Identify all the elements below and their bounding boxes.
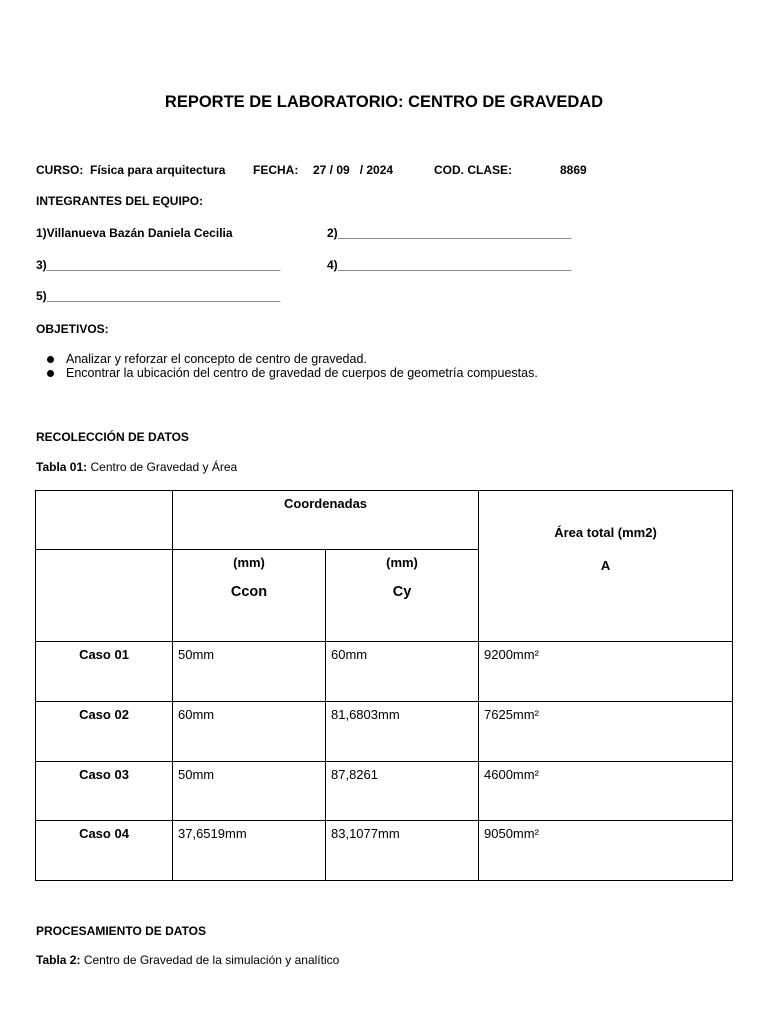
- case-cell: Caso 03: [36, 762, 173, 821]
- objective-item: Encontrar la ubicación del centro de gravedad de cuerpos de geometría compuestas.: [36, 366, 538, 380]
- x-coordinate-header: (mm) Ccon: [173, 550, 326, 642]
- y-value-cell: 60mm: [326, 642, 479, 702]
- table-corner-cell: [36, 491, 173, 550]
- table-row: [36, 642, 733, 702]
- cod-clase-label: COD. CLASE:: [434, 163, 512, 177]
- case-cell: Caso 02: [36, 702, 173, 762]
- team-member-2: 2)___________________________________: [327, 226, 572, 240]
- objective-item: Analizar y reforzar el concepto de centro de gravedad.: [36, 352, 538, 366]
- objectives-heading: OBJETIVOS:: [36, 322, 109, 336]
- collection-heading: RECOLECCIÓN DE DATOS: [36, 430, 189, 444]
- document-title: REPORTE DE LABORATORIO: CENTRO DE GRAVEDAD: [164, 93, 604, 111]
- y-value-cell: 81,6803mm: [326, 702, 479, 762]
- team-member-5: 5)___________________________________: [36, 289, 281, 303]
- y-value-cell: 87,8261: [326, 762, 479, 821]
- table-01-label: Tabla 01:: [36, 460, 88, 474]
- y-coordinate-header: (mm) Cy: [326, 550, 479, 642]
- x-symbol: Ccon: [230, 584, 268, 600]
- area-symbol: A: [600, 558, 611, 573]
- cod-clase-value: 8869: [560, 163, 587, 177]
- team-heading: INTEGRANTES DEL EQUIPO:: [36, 194, 204, 208]
- area-value-cell: 4600mm²: [479, 762, 733, 821]
- area-value-cell: 7625mm²: [479, 702, 733, 762]
- case-cell: Caso 01: [36, 642, 173, 702]
- table-2-title: Centro de Gravedad de la simulación y analítico: [83, 953, 340, 967]
- table-row: [36, 762, 733, 821]
- table-01-title: Centro de Gravedad y Área: [90, 460, 238, 474]
- x-value-cell: 50mm: [173, 642, 326, 702]
- table-01-caption: [36, 460, 237, 474]
- x-value-cell: 37,6519mm: [173, 821, 326, 881]
- table-2-caption: [36, 953, 339, 967]
- y-value-cell: 83,1077mm: [326, 821, 479, 881]
- team-member-1: 1)Villanueva Bazán Daniela Cecilia: [36, 226, 233, 240]
- table-2-label: Tabla 2:: [36, 953, 81, 967]
- processing-heading: PROCESAMIENTO DE DATOS: [36, 924, 207, 938]
- area-value-cell: 9050mm²: [479, 821, 733, 881]
- table-empty-cell: [36, 550, 173, 642]
- y-symbol: Cy: [392, 584, 412, 600]
- curso-value: Física para arquitectura: [90, 163, 226, 177]
- table-row: [36, 702, 733, 762]
- x-value-cell: 60mm: [173, 702, 326, 762]
- team-member-3: 3)___________________________________: [36, 258, 281, 272]
- case-cell: Caso 04: [36, 821, 173, 881]
- area-value-cell: 9200mm²: [479, 642, 733, 702]
- coordinates-header: Coordenadas: [173, 491, 479, 550]
- fecha-label: FECHA:: [253, 163, 299, 177]
- curso-label: CURSO:: [36, 163, 84, 177]
- objectives-list: [36, 352, 538, 380]
- table-row: [36, 821, 733, 881]
- data-table: [35, 490, 733, 881]
- area-header: Área total (mm2) A: [479, 491, 733, 642]
- fecha-value: 27 / 09 / 2024: [313, 163, 394, 177]
- team-member-4: 4)___________________________________: [327, 258, 572, 272]
- x-value-cell: 50mm: [173, 762, 326, 821]
